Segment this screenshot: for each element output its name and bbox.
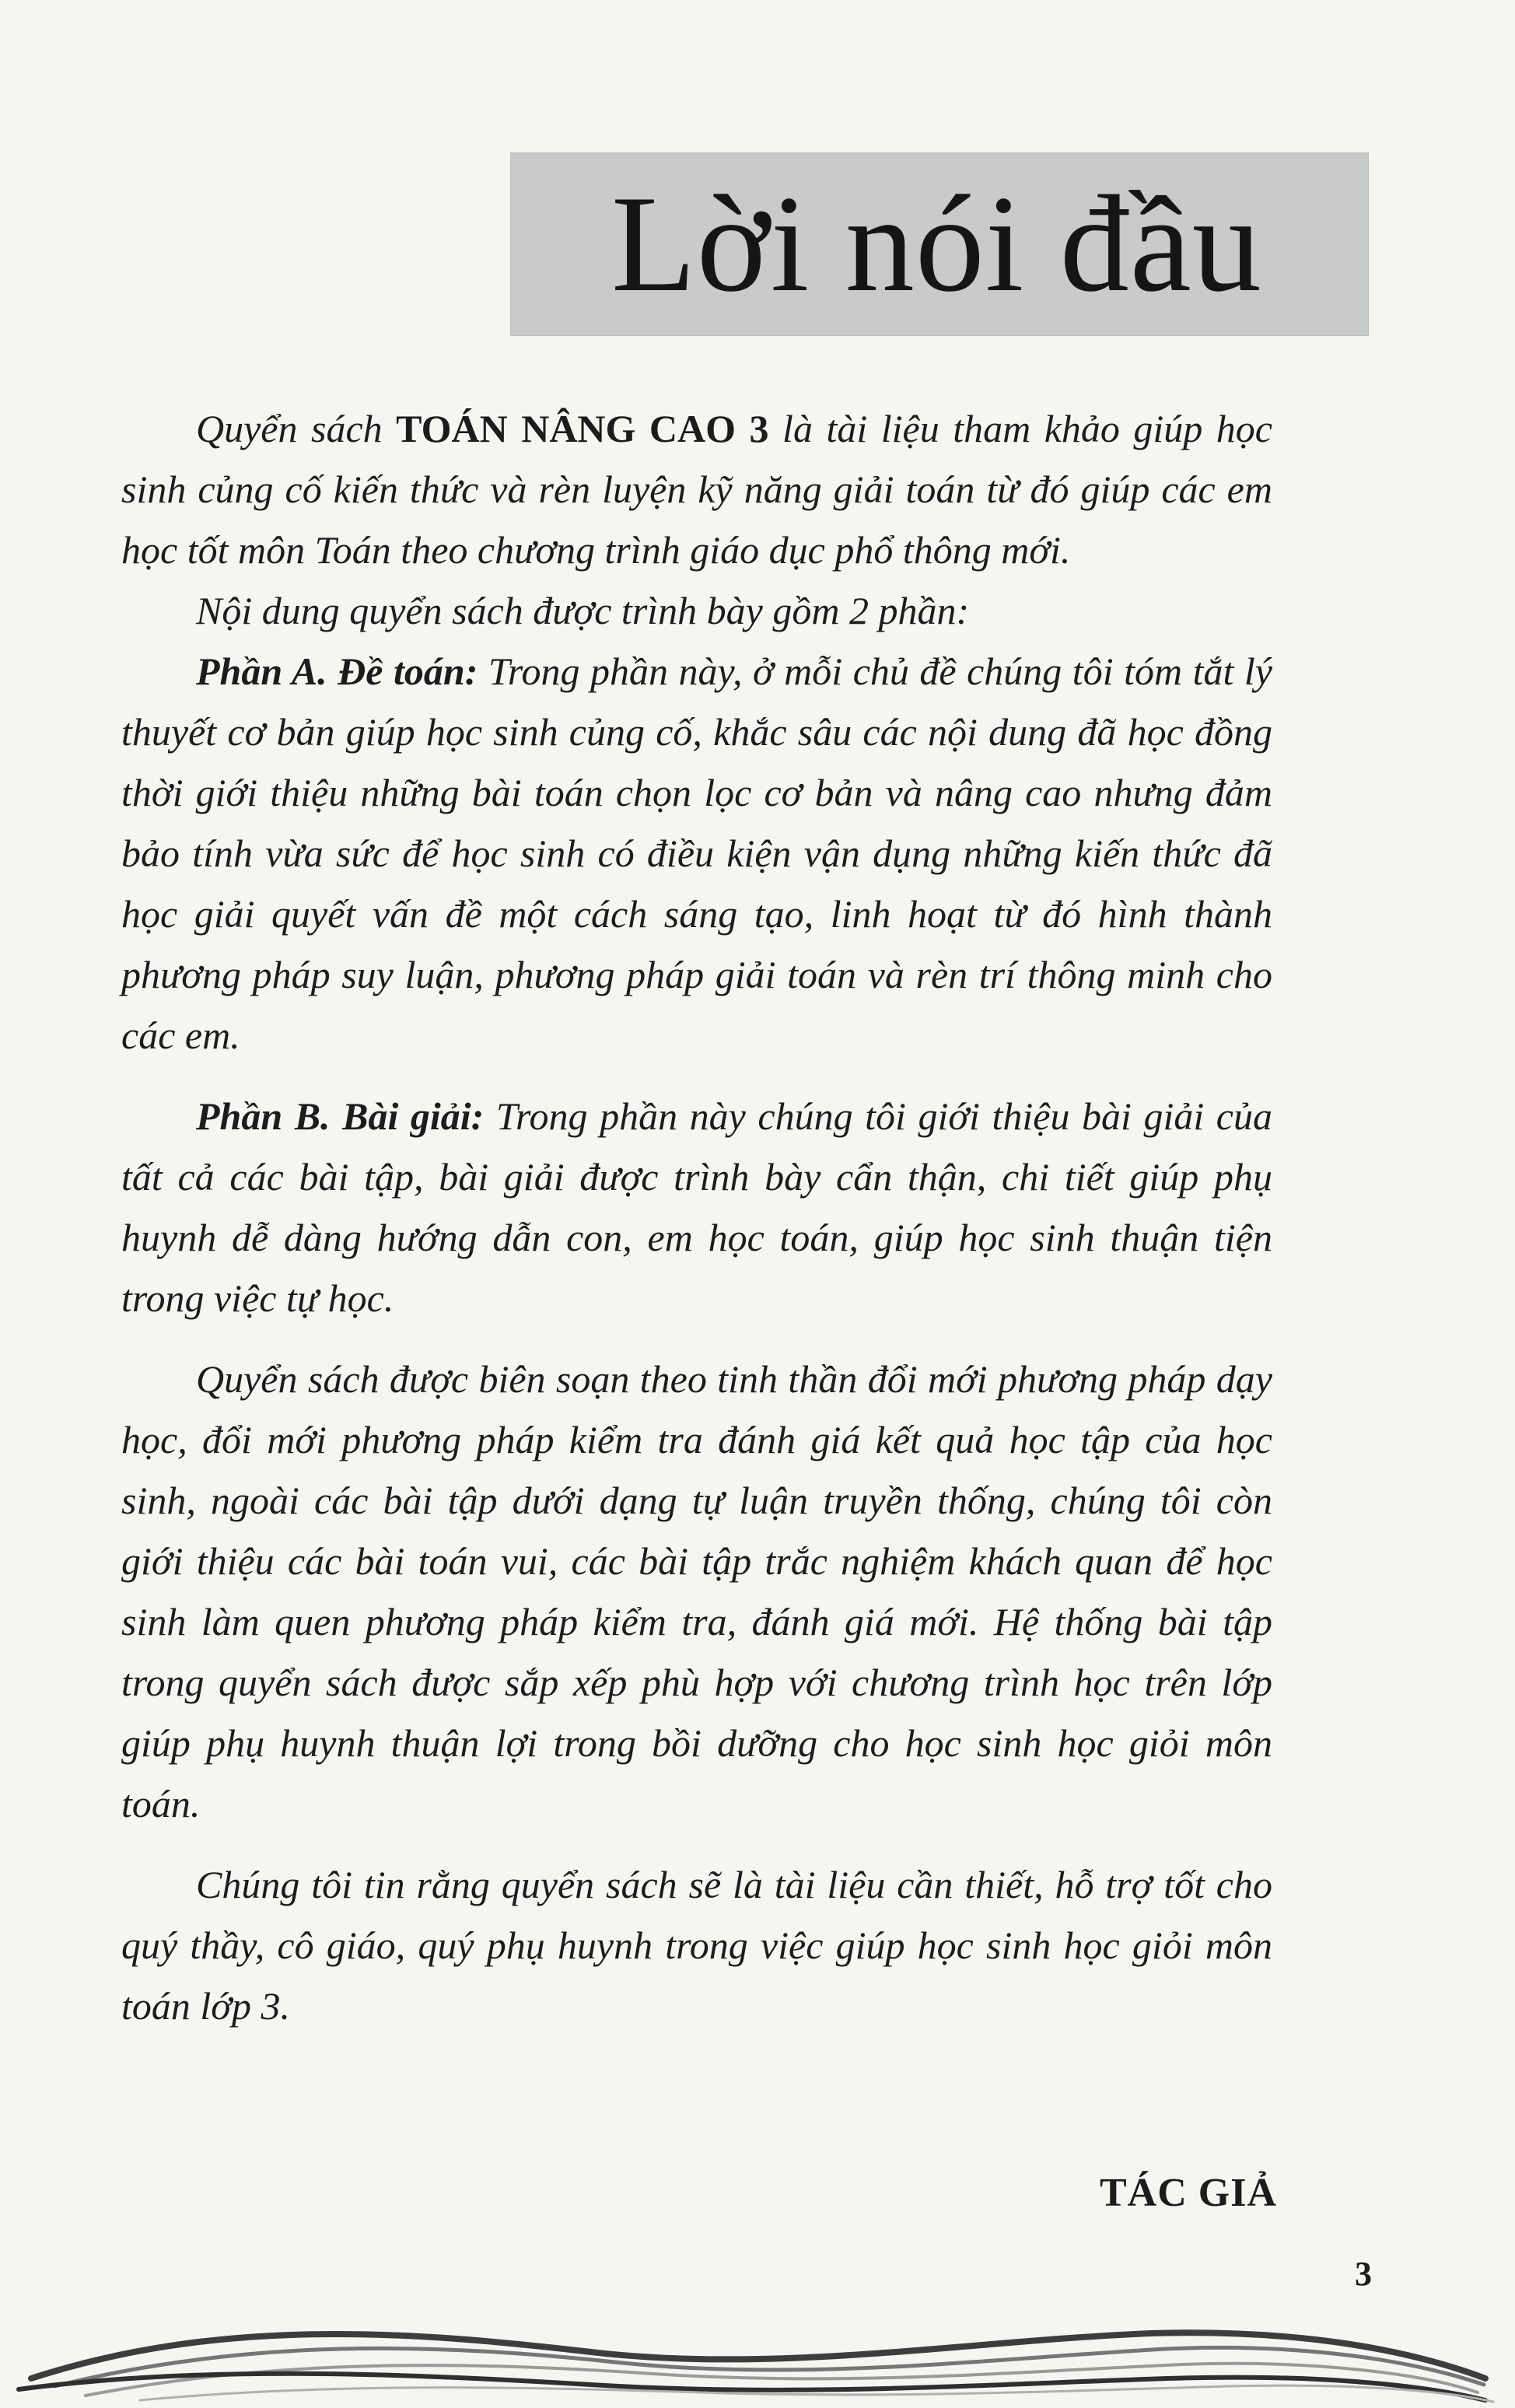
part-a-text: Trong phần này, ở mỗi chủ đề chúng tôi tóm tắt lý thuyết cơ bản giúp học sinh củng cố, khắc sâu các nội dung đã học đồng thời giới thiệu những bài toán chọn lọc cơ bản và nâng cao nhưng đảm bảo tính vừa sức để học sinh có điều kiện vận dụng những kiến thức đã học giải quyết vấn đề một cách sáng tạo, linh hoạt từ đó hình thành phương pháp suy luận, phương pháp giải toán và rèn trí thông minh cho các em. (121, 649, 1272, 1057)
title-banner (510, 152, 1369, 336)
preface-body (121, 398, 1272, 2036)
decorative-wave (0, 2287, 1515, 2408)
part-b-label: Phần B. Bài giải: (196, 1094, 485, 1138)
book-title: TOÁN NÂNG CAO 3 (396, 407, 769, 450)
closing-paragraph: Chúng tôi tin rằng quyển sách sẽ là tài liệu cần thiết, hỗ trợ tốt cho quý thầy, cô giáo, quý phụ huynh trong việc giúp học sinh học giỏi môn toán lớp 3. (121, 1863, 1272, 2028)
page-title: Lời nói đầu (611, 166, 1262, 320)
method-paragraph: Quyển sách được biên soạn theo tinh thần đổi mới phương pháp dạy học, đổi mới phương pháp kiểm tra đánh giá kết quả học tập của học sinh, ngoài các bài tập dưới dạng tự luận truyền thống, chúng tôi còn giới thiệu các bài toán vui, các bài tập trắc nghiệm khách quan để học sinh làm quen phương pháp kiểm tra, đánh giá mới. Hệ thống bài tập trong quyển sách được sắp xếp phù hợp với chương trình học trên lớp giúp phụ huynh thuận lợi trong bồi dưỡng cho học sinh học giỏi môn toán. (121, 1357, 1272, 1825)
page-number: 3 (1355, 2255, 1372, 2293)
part-a-label: Phần A. Đề toán: (196, 649, 478, 693)
intro-rest: là tài liệu tham khảo giúp học sinh củng cố kiến thức và rèn luyện kỹ năng giải toán từ đó giúp các em học tốt môn Toán theo chương trình giáo dục phổ thông mới. (121, 407, 1272, 572)
part-b-text: Trong phần này chúng tôi giới thiệu bài giải của tất cả các bài tập, bài giải được trình bày cẩn thận, chi tiết giúp phụ huynh dễ dàng hướng dẫn con, em học toán, giúp học sinh thuận tiện trong việc tự học. (121, 1094, 1272, 1320)
part-a-paragraph (121, 641, 1272, 1066)
intro-paragraph (121, 398, 1272, 580)
intro-lead: Quyển sách (196, 407, 397, 450)
part-b-paragraph (121, 1086, 1272, 1328)
author-signature: TÁC GIẢ (1099, 2171, 1277, 2215)
content-intro-paragraph: Nội dung quyển sách được trình bày gồm 2 phần: (196, 589, 970, 632)
